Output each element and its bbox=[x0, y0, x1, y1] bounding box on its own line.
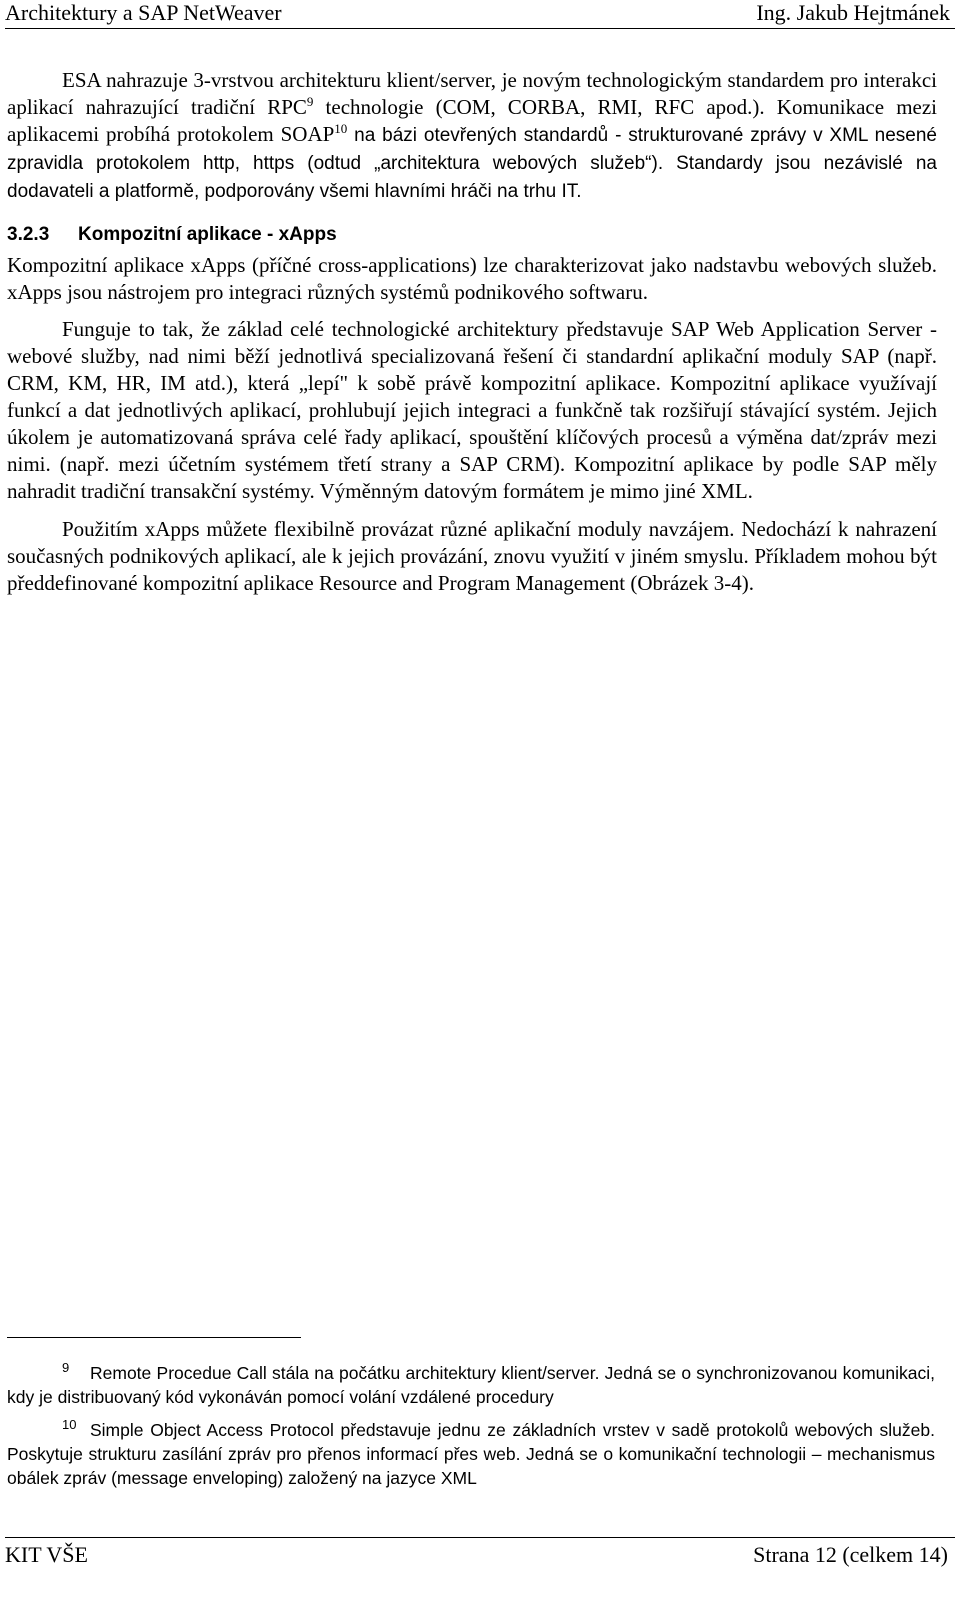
paragraph-esa-quote: „architektura webových služeb“ bbox=[374, 153, 652, 174]
header-rule bbox=[5, 28, 955, 29]
header-title: Architektury a SAP NetWeaver bbox=[5, 0, 282, 25]
page-footer bbox=[0, 1537, 960, 1577]
paragraph-xapps-usage: Použitím xApps můžete flexibilně provázat různé aplikační moduly navzájem. Nedochází k nahrazení současných podnikových aplikací, ale k jejich provázání, znovu využití v jiném smyslu. Příkladem mohou být předdefinované kompozitní aplikace Resource and Program Management (Obrázek 3-4). bbox=[7, 517, 937, 595]
footnotes bbox=[7, 1361, 935, 1490]
page-body bbox=[7, 67, 937, 597]
section-number: 3.2.3 bbox=[7, 224, 50, 245]
paragraph-esa-text-1: ESA nahrazuje 3-vrstvou architekturu klient/server, je novým technologickým standardem pro interakci aplikací nahrazující tradiční RPC bbox=[7, 68, 937, 119]
footer-institution: KIT VŠE bbox=[5, 1542, 88, 1567]
footnote-ref-10: 10 bbox=[334, 121, 348, 136]
footnote-mark-10: 10 bbox=[62, 1417, 77, 1433]
section-heading bbox=[7, 222, 937, 248]
footnote-10-text: Simple Object Access Protocol představuje jednu ze základních vrstev v sadě protokolů webových služeb. Poskytuje strukturu zasílání zpráv pro přenos informací přes web. Jedná se o komunikační technologii – mechanismus obálek zpráv (message enveloping) založený na jazyce XML bbox=[7, 1420, 935, 1488]
page-number: Strana 12 (celkem 14) bbox=[753, 1542, 948, 1567]
paragraph-esa-text-2: technologie (COM, CORBA, RMI, RFC apod.). Komunikace mezi aplikacemi probíhá protokolem SOAP bbox=[7, 95, 938, 146]
page-header bbox=[0, 0, 960, 28]
footnote-separator bbox=[7, 1337, 301, 1338]
paragraph-esa-text-4: . Standardy jsou nezávislé na dodavateli a platformě, podporovány všemi hlavními hráči na trhu IT. bbox=[7, 153, 937, 202]
paragraph-esa: ESA nahrazuje 3-vrstvou architekturu klient/server, je novým technologickým standardem pro interakci aplikací nahrazující tradiční RPC$^9$ technologie (COM, CORBA, RMI, RFC apod.). Komunikace mezi aplikacemi probíhá protokolem SOAP$^{10}$ na bázi otevřených standardů - strukturované zprávy v XML nesené zpravidla protokolem http, https (odtud „architektura webových služeb“). Standardy jsou nezávislé na dodavateli a platformě, podporovány všemi hlavními hráči na trhu IT. bbox=[7, 68, 938, 202]
paragraph-xapps-intro: Kompozitní aplikace xApps (příčné cross-applications) lze charakterizovat jako nadstavbu webových služeb. xApps jsou nástrojem pro integraci různých systémů podnikového softwaru. bbox=[7, 253, 937, 304]
footnote-9-text: Remote Procedue Call stála na počátku architektury klient/server. Jedná se o synchronizovanou komunikaci, kdy je distribuovaný kód vykonáván pomocí volání vzdálené procedury bbox=[7, 1363, 935, 1407]
footer-rule bbox=[5, 1537, 955, 1538]
paragraph-esa-text-3: na bázi otevřených standardů - strukturované zprávy v XML nesené zpravidla protokolem http, https (odtud bbox=[7, 125, 937, 174]
footnote-mark-9: 9 bbox=[62, 1360, 70, 1376]
footnote-9 bbox=[7, 1361, 935, 1409]
footnote-ref-9: 9 bbox=[306, 94, 314, 109]
paragraph-xapps-function: Funguje to tak, že základ celé technologické architektury představuje SAP Web Application Server - webové služby, nad nimi běží jednotlivá specializovaná řešení či standardní aplikační moduly SAP (např. CRM, KM, HR, IM atd.), která „lepí" k sobě právě kompozitní aplikace. Kompozitní aplikace využívají funkcí a dat jednotlivých aplikací, prohlubují jejich integraci a funkčně tak rozšiřují stávající systém. Jejich úkolem je automatizovaná správa celé řady aplikací, spouštění klíčových procesů a výměna dat/zpráv mezi nimi. (např. mezi účetním systémem třetí strany a SAP CRM). Kompozitní aplikace by podle SAP měly nahradit tradiční transakční systémy. Výměnným datovým formátem je mimo jiné XML. bbox=[7, 317, 937, 503]
header-author: Ing. Jakub Hejtmánek bbox=[756, 0, 950, 25]
footnote-10 bbox=[7, 1418, 935, 1490]
section-title: Kompozitní aplikace - xApps bbox=[78, 224, 337, 245]
